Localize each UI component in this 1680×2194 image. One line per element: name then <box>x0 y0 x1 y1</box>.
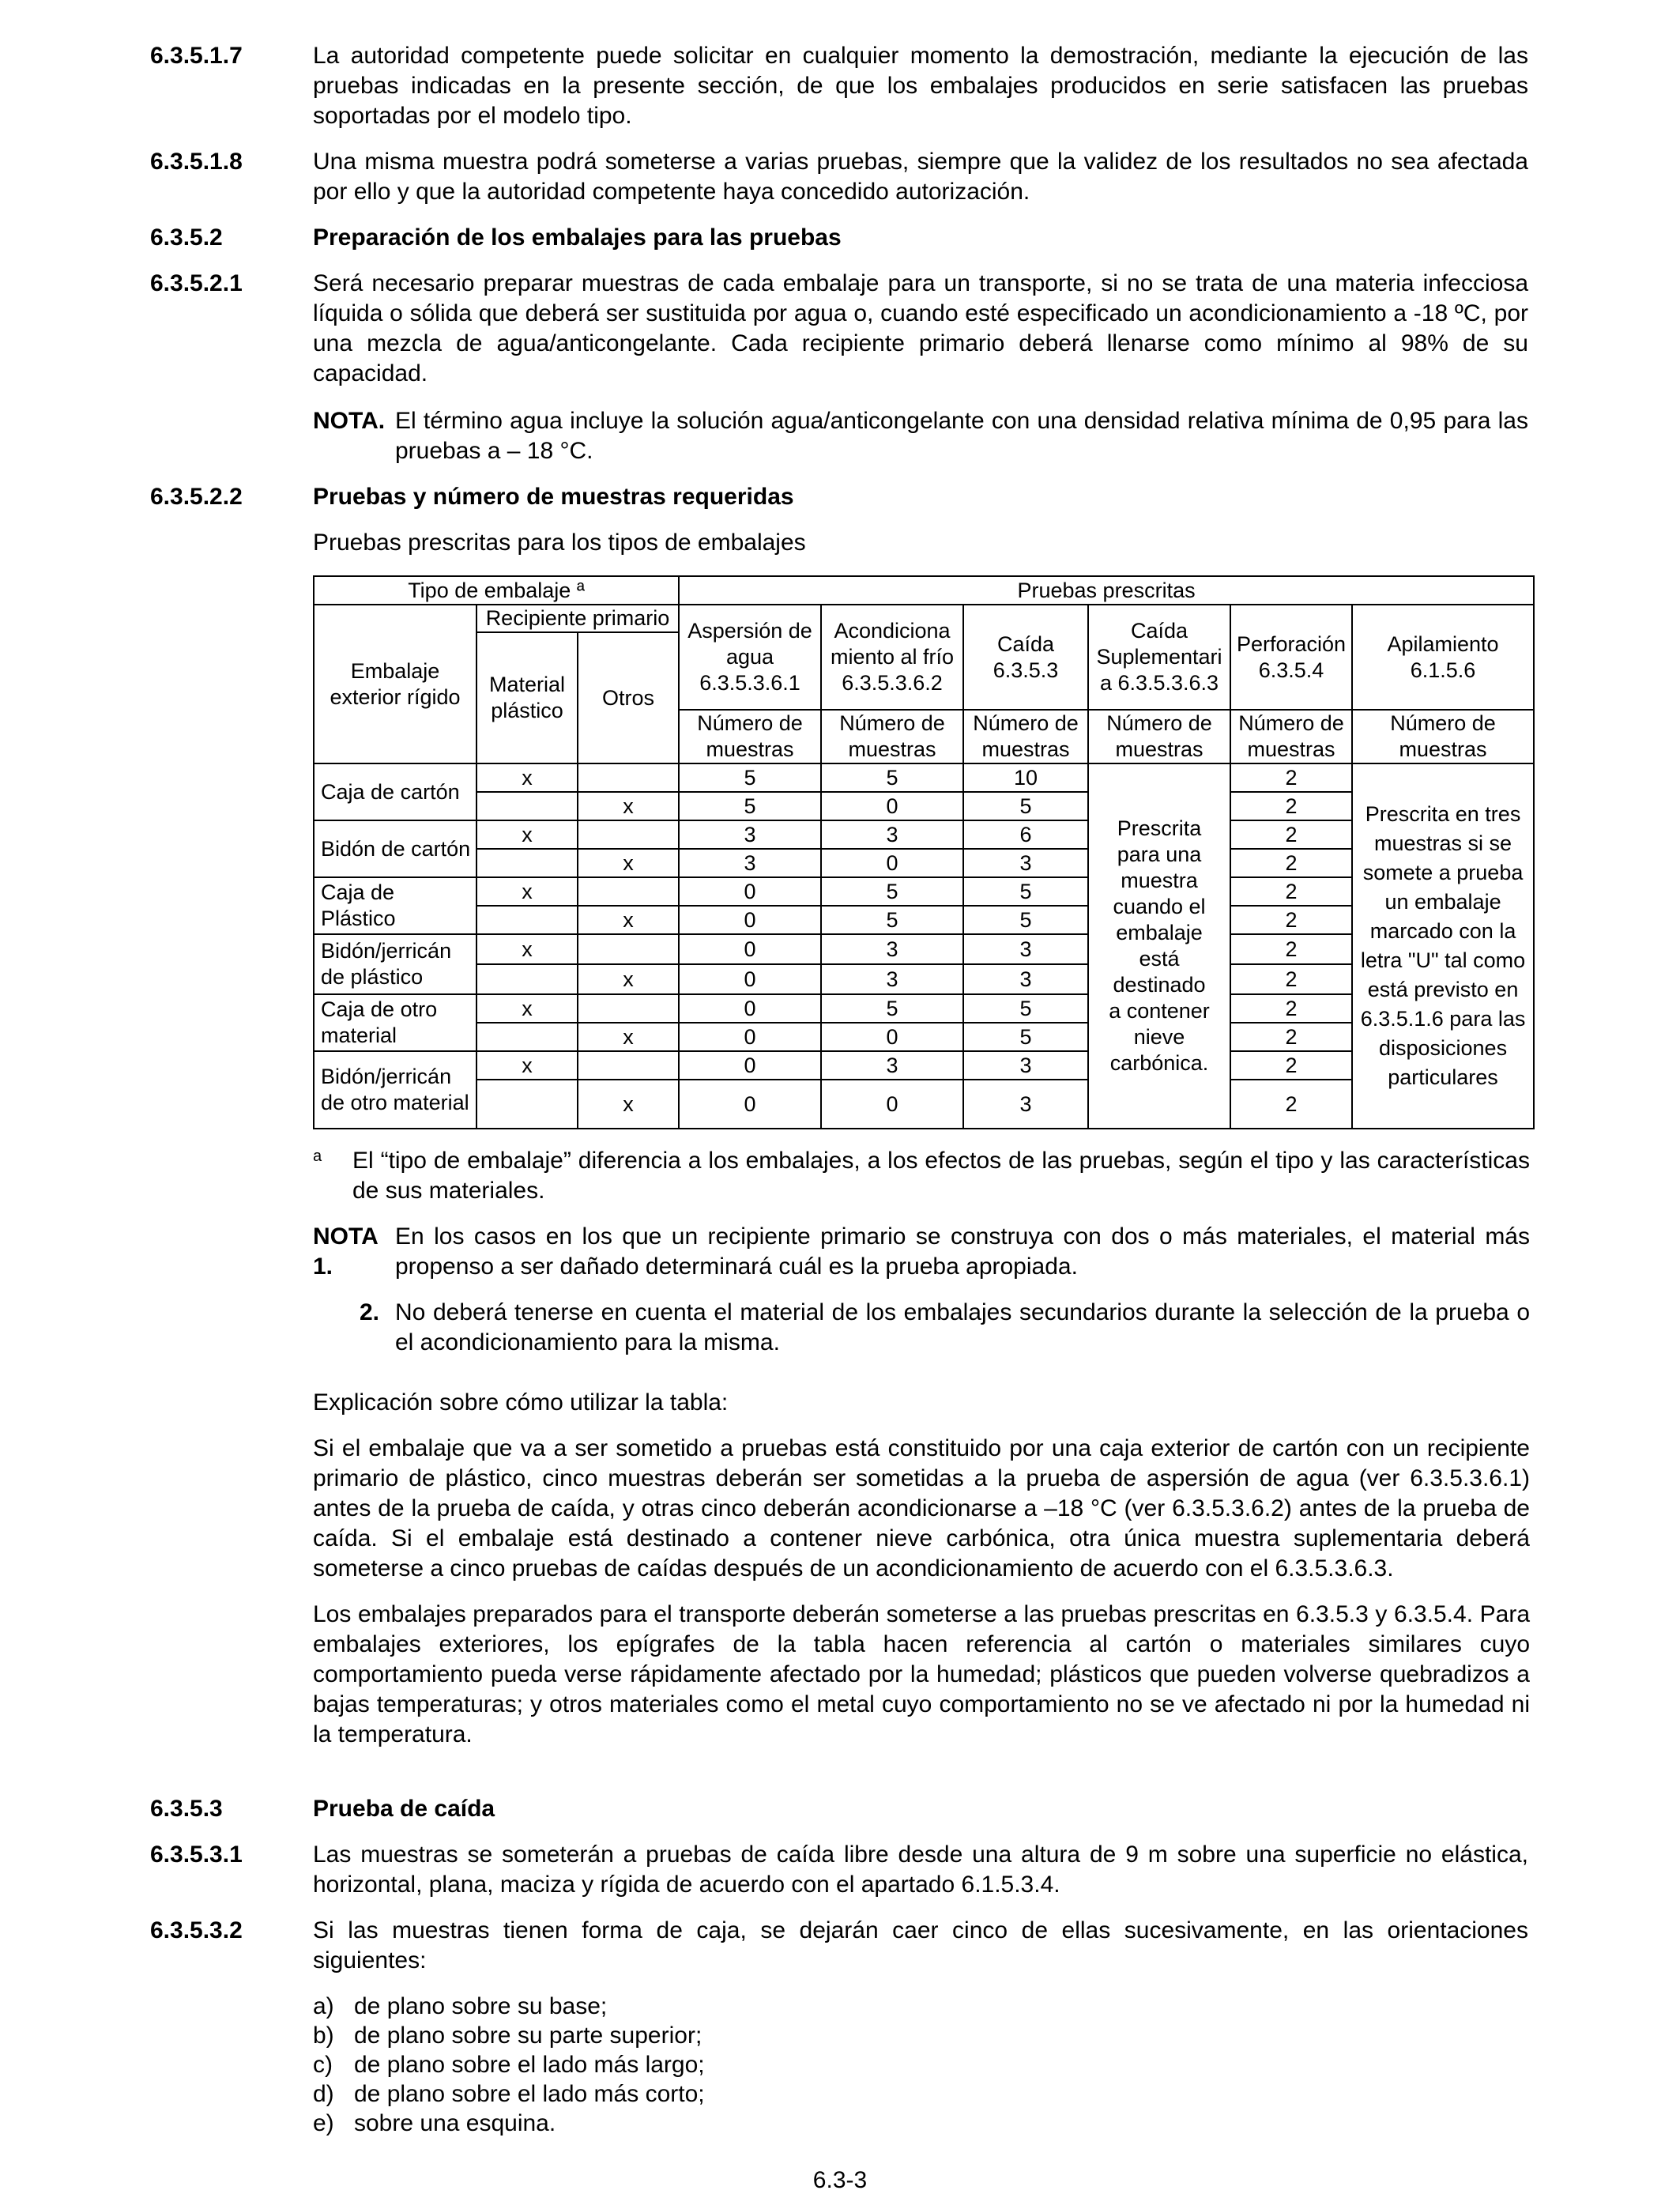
explicacion-title: Explicación sobre cómo utilizar la tabla: <box>313 1389 729 1416</box>
value-cell: 5 <box>963 906 1088 934</box>
list-item: e) sobre una esquina. <box>313 2110 556 2136</box>
header-otros: Otros <box>578 632 679 763</box>
table-row <box>314 1023 1534 1051</box>
mark-x: x <box>477 763 578 792</box>
header-num-muestras: Número de muestras <box>1088 710 1230 763</box>
value-cell: 5 <box>963 792 1088 820</box>
row-label: Caja de cartón <box>314 763 477 820</box>
value-cell: 2 <box>1230 906 1352 934</box>
value-cell: 3 <box>821 934 963 964</box>
footnote-mark: a <box>313 1148 322 1165</box>
clause-number: 6.3.5.1.7 <box>150 43 243 69</box>
value-cell: 2 <box>1230 994 1352 1023</box>
value-cell: 0 <box>679 877 821 906</box>
value-cell: 3 <box>679 820 821 849</box>
table-intro: Pruebas prescritas para los tipos de embalajes <box>313 530 806 556</box>
value-cell: 3 <box>963 849 1088 877</box>
value-cell: 0 <box>679 1080 821 1129</box>
value-cell: 5 <box>821 906 963 934</box>
clause-6-3-5-3-2 <box>150 1916 1528 2138</box>
table-row <box>314 763 1534 792</box>
value-cell: 2 <box>1230 1051 1352 1080</box>
mark-x: x <box>477 877 578 906</box>
row-label: Bidón/jerricán de plástico <box>314 934 477 994</box>
clause-6-3-5-1-8 <box>150 147 1528 223</box>
table-row <box>314 849 1534 877</box>
value-cell: 0 <box>821 1080 963 1129</box>
value-cell: 0 <box>679 994 821 1023</box>
mark-x: x <box>477 994 578 1023</box>
header-num-muestras: Número de muestras <box>679 710 821 763</box>
row-label: Bidón de cartón <box>314 820 477 877</box>
clause-number: 6.3.5.3.2 <box>150 1917 243 1943</box>
header-aspersion: Aspersión de agua 6.3.5.3.6.1 <box>679 605 821 710</box>
value-cell: 2 <box>1230 934 1352 964</box>
mark-x: x <box>578 792 679 820</box>
mark-x: x <box>578 1080 679 1129</box>
mark-x: x <box>578 1023 679 1051</box>
value-cell: 0 <box>679 964 821 994</box>
clause-number: 6.3.5.3 <box>150 1796 223 1822</box>
table-row <box>314 820 1534 849</box>
clause-number: 6.3.5.2.1 <box>150 270 243 296</box>
value-cell: 2 <box>1230 820 1352 849</box>
value-cell: 10 <box>963 763 1088 792</box>
clause-number: 6.3.5.1.8 <box>150 149 243 175</box>
value-cell: 0 <box>679 1051 821 1080</box>
value-cell: 0 <box>821 849 963 877</box>
value-cell: 5 <box>963 877 1088 906</box>
row-label: Caja de Plástico <box>314 877 477 934</box>
header-acondicionamiento: Acondiciona miento al frío 6.3.5.3.6.2 <box>821 605 963 710</box>
value-cell: 5 <box>821 994 963 1023</box>
clause-text: Si las muestras tienen forma de caja, se dejarán caer cinco de ellas sucesivamente, en las orientaciones siguientes: <box>313 1917 1528 1973</box>
mark-x: x <box>477 934 578 964</box>
value-cell: 2 <box>1230 1080 1352 1129</box>
clause-6-3-5-1-7 <box>150 41 1528 147</box>
nota-label: NOTA 1. <box>313 1223 378 1280</box>
value-cell: 5 <box>679 792 821 820</box>
value-cell: 3 <box>679 849 821 877</box>
header-caida-suplementaria: Caída Suplementari a 6.3.5.3.6.3 <box>1088 605 1230 710</box>
table-row <box>314 934 1534 964</box>
clause-6-3-5-3 <box>150 1794 1528 1840</box>
value-cell: 3 <box>821 964 963 994</box>
table-row <box>314 1051 1534 1080</box>
mark-x: x <box>477 1051 578 1080</box>
value-cell: 5 <box>679 763 821 792</box>
value-cell: 3 <box>821 820 963 849</box>
value-cell: 5 <box>963 994 1088 1023</box>
value-cell: 3 <box>821 1051 963 1080</box>
clause-6-3-5-2-2 <box>150 482 1528 574</box>
value-cell: 2 <box>1230 1023 1352 1051</box>
mark-x: x <box>578 964 679 994</box>
header-num-muestras: Número de muestras <box>963 710 1088 763</box>
row-label: Caja de otro material <box>314 994 477 1051</box>
header-perforacion: Perforación 6.3.5.4 <box>1230 605 1352 710</box>
value-cell: 2 <box>1230 849 1352 877</box>
header-material-plastico: Material plástico <box>477 632 578 763</box>
page-number: 6.3-3 <box>812 2167 868 2193</box>
nota-text: No deberá tenerse en cuenta el material de los embalajes secundarios durante la selección de la prueba o el acondicionamiento para la misma. <box>395 1299 1530 1355</box>
explicacion-paragraph: Si el embalaje que va a ser sometido a pruebas está constituido por una caja exterior de cartón con un recipiente primario de plástico, cinco muestras deberán ser sometidas a la prueba de aspersión de agua (ver 6.3.5.3.6.1) antes de la prueba de caída, y otras cinco deberán acondicionarse a –18 °C (ver 6.3.5.3.6.2) antes de la prueba de caída. Si el embalaje está destinado a contener nieve carbónica, otra única muestra suplementaria deberá someterse a cinco pruebas de caídas después de un acondicionamiento de acuerdo con el 6.3.5.3.6.3. <box>313 1435 1530 1581</box>
table-row <box>314 964 1534 994</box>
nota-label: 2. <box>359 1299 379 1325</box>
section-heading: Preparación de los embalajes para las pruebas <box>313 224 842 251</box>
value-cell: 2 <box>1230 792 1352 820</box>
header-apilamiento: Apilamiento 6.1.5.6 <box>1352 605 1534 710</box>
footnote-text: El “tipo de embalaje” diferencia a los embalajes, a los efectos de las pruebas, según el tipo y las características de sus materiales. <box>352 1148 1530 1204</box>
section-heading: Prueba de caída <box>313 1796 495 1822</box>
value-cell: 6 <box>963 820 1088 849</box>
value-cell: 5 <box>821 763 963 792</box>
value-cell: 5 <box>821 877 963 906</box>
clause-text: La autoridad competente puede solicitar en cualquier momento la demostración, mediante la ejecución de las pruebas indicadas en la presente sección, de que los embalajes producidos en serie satisfacen las pruebas soportadas por el modelo tipo. <box>313 43 1528 129</box>
clause-6-3-5-2 <box>150 223 1528 269</box>
table-row <box>314 994 1534 1023</box>
value-cell: 2 <box>1230 877 1352 906</box>
nota-block <box>313 406 1528 466</box>
table-row <box>314 1080 1534 1129</box>
header-num-muestras: Número de muestras <box>1230 710 1352 763</box>
table-row <box>314 792 1534 820</box>
header-caida: Caída 6.3.5.3 <box>963 605 1088 710</box>
header-embalaje-exterior: Embalaje exterior rígido <box>314 605 477 763</box>
nota-text: En los casos en los que un recipiente primario se construya con dos o más materiales, el material más propenso a ser dañado determinará cuál es la prueba apropiada. <box>395 1223 1530 1280</box>
value-cell: 0 <box>821 792 963 820</box>
value-cell: 3 <box>963 1051 1088 1080</box>
clause-number: 6.3.5.2.2 <box>150 484 243 510</box>
value-cell: 5 <box>963 1023 1088 1051</box>
value-cell: 3 <box>963 934 1088 964</box>
table-row <box>314 877 1534 906</box>
tests-table <box>313 575 1535 1129</box>
clause-text: Una misma muestra podrá someterse a varias pruebas, siempre que la validez de los resultados no sea afectada por ello y que la autoridad competente haya concedido autorización. <box>313 149 1528 205</box>
header-num-muestras: Número de muestras <box>1352 710 1534 763</box>
clause-number: 6.3.5.2 <box>150 224 223 251</box>
value-cell: 2 <box>1230 964 1352 994</box>
section-heading: Pruebas y número de muestras requeridas <box>313 484 794 510</box>
apilamiento-note: Prescrita en tres muestras si se somete a prueba un embalaje marcado con la letra "U" tal como está previsto en 6.3.5.1.6 para las disposiciones particulares <box>1352 763 1534 1129</box>
list-item: b) de plano sobre su parte superior; <box>313 2022 703 2049</box>
nota-label: NOTA. <box>313 408 386 434</box>
list-item: d) de plano sobre el lado más corto; <box>313 2081 705 2107</box>
clause-6-3-5-3-1 <box>150 1840 1528 1916</box>
value-cell: 3 <box>963 964 1088 994</box>
value-cell: 0 <box>679 1023 821 1051</box>
row-label: Bidón/jerricán de otro material <box>314 1051 477 1129</box>
footnote <box>313 1146 1530 1206</box>
orientation-list <box>313 1992 1528 2138</box>
clause-6-3-5-2-1 <box>150 269 1528 466</box>
explicacion-paragraph: Los embalajes preparados para el transporte deberán someterse a las pruebas prescritas en 6.3.5.3 y 6.3.5.4. Para embalajes exteriores, los epígrafes de la tabla hacen referencia al cartón o materiales similares cuyo comportamiento pueda verse rápidamente afectado por la humedad; plásticos que pueden volverse quebradizos a bajas temperaturas; y otros materiales como el metal cuyo comportamiento no se ve afectado ni por la humedad ni la temperatura. <box>313 1601 1530 1747</box>
list-item: a) de plano sobre su base; <box>313 1993 608 2019</box>
header-tipo-embalaje: Tipo de embalaje ª <box>314 576 679 605</box>
nota-text: El término agua incluye la solución agua/anticongelante con una densidad relativa mínima de 0,95 para las pruebas a – 18 °C. <box>395 408 1528 464</box>
caida-sup-note: Prescrita para una muestra cuando el embalaje está destinado a contener nieve carbónica. <box>1088 763 1230 1129</box>
explicacion-block <box>313 1388 1530 1750</box>
list-item: c) de plano sobre el lado más largo; <box>313 2052 705 2078</box>
mark-x: x <box>578 906 679 934</box>
mark-x: x <box>578 849 679 877</box>
value-cell: 2 <box>1230 763 1352 792</box>
value-cell: 0 <box>821 1023 963 1051</box>
clause-number: 6.3.5.3.1 <box>150 1842 243 1868</box>
value-cell: 3 <box>963 1080 1088 1129</box>
mark-x: x <box>477 820 578 849</box>
nota-1-block <box>313 1222 1530 1358</box>
value-cell: 0 <box>679 934 821 964</box>
header-recipiente-primario: Recipiente primario <box>477 605 679 632</box>
header-pruebas-prescritas: Pruebas prescritas <box>679 576 1534 605</box>
value-cell: 0 <box>679 906 821 934</box>
clause-text: Las muestras se someterán a pruebas de caída libre desde una altura de 9 m sobre una superficie no elástica, horizontal, plana, maciza y rígida de acuerdo con el apartado 6.1.5.3.4. <box>313 1842 1528 1898</box>
header-num-muestras: Número de muestras <box>821 710 963 763</box>
clause-text: Será necesario preparar muestras de cada embalaje para un transporte, si no se trata de una materia infecciosa líquida o sólida que deberá ser sustituida por agua o, cuando esté especificado un acondicionamiento a -18 ºC, por una mezcla de agua/anticongelante. Cada recipiente primario deberá llenarse como mínimo al 98% de su capacidad. <box>313 270 1528 386</box>
table-row <box>314 906 1534 934</box>
